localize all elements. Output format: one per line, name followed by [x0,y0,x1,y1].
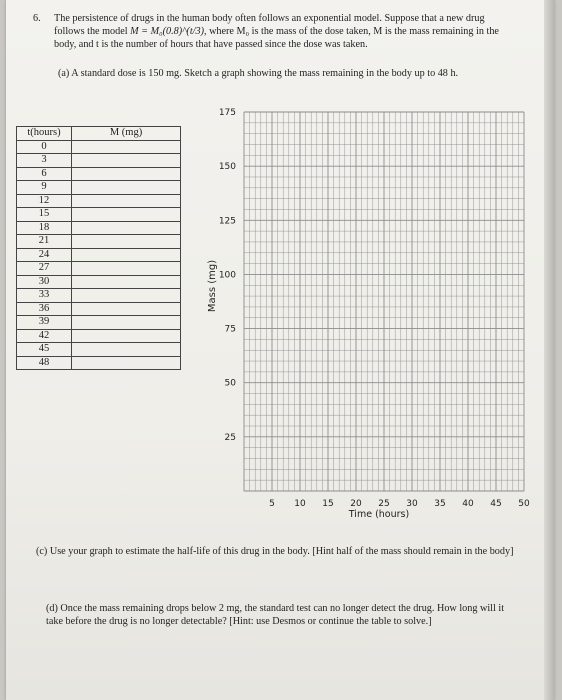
table-row [17,235,181,249]
mass-input-cell[interactable] [72,275,181,289]
t-value-cell: 33 [17,289,72,303]
t-value-cell: 18 [17,221,72,235]
mass-input-cell[interactable] [72,154,181,168]
y-tick-label: 75 [224,324,236,335]
mass-input-cell[interactable] [72,316,181,330]
mass-input-cell[interactable] [72,194,181,208]
table-row [17,248,181,262]
header-m-mg: M (mg) [72,127,181,141]
table-row [17,140,181,154]
x-tick-label: 25 [378,499,390,509]
mass-input-cell[interactable] [72,248,181,262]
t-value-cell: 48 [17,356,72,370]
x-tick-label: 5 [269,499,275,509]
table-row [17,181,181,195]
t-value-cell: 42 [17,329,72,343]
x-tick-label: 45 [490,499,502,509]
y-axis-label: Mass (mg) [207,259,218,313]
mass-input-cell[interactable] [72,289,181,303]
table-row [17,154,181,168]
table-row [17,208,181,222]
t-value-cell: 12 [17,194,72,208]
x-tick-label: 50 [518,499,530,509]
question-text [54,12,524,51]
table-row [17,356,181,370]
x-tick-label: 15 [322,499,334,509]
x-axis-label: Time (hours) [348,509,410,520]
t-value-cell: 6 [17,167,72,181]
graph-ticks [219,108,530,509]
t-value-cell: 9 [17,181,72,195]
page-edge-shadow [544,0,554,700]
mass-time-graph[interactable] [196,98,536,538]
mass-input-cell[interactable] [72,167,181,181]
t-value-cell: 45 [17,343,72,357]
mass-input-cell[interactable] [72,262,181,276]
part-c-prompt: (c) Use your graph to estimate the half-life of this drug in the body. [Hint half of the mass should remain in the body] [36,546,514,557]
model-rest: , where M₀ is the mass of the dose taken, M is the mass remaining in the [203,26,499,37]
t-value-cell: 3 [17,154,72,168]
mass-input-cell[interactable] [72,140,181,154]
t-value-cell: 15 [17,208,72,222]
t-value-cell: 0 [17,140,72,154]
mass-input-cell[interactable] [72,181,181,195]
mass-input-cell[interactable] [72,356,181,370]
y-tick-label: 150 [218,162,236,173]
t-value-cell: 39 [17,316,72,330]
x-tick-label: 35 [434,499,446,509]
x-tick-label: 40 [462,499,474,509]
graph-grid [244,112,524,491]
question-line-1: The persistence of drugs in the human body often follows an exponential model. Suppose that a new drug [54,13,485,24]
part-a-prompt: (a) A standard dose is 150 mg. Sketch a graph showing the mass remaining in the body up to 48 h. [58,68,459,79]
y-tick-label: 100 [218,270,236,281]
t-value-cell: 24 [17,248,72,262]
table-row [17,262,181,276]
x-tick-label: 10 [294,499,306,509]
y-tick-label: 175 [218,108,236,118]
table-row [17,316,181,330]
y-tick-label: 125 [218,216,236,227]
t-value-cell: 21 [17,235,72,249]
worksheet-page [6,0,554,700]
x-tick-label: 20 [350,499,362,509]
table-row [17,289,181,303]
mass-input-cell[interactable] [72,329,181,343]
values-table [16,126,181,370]
mass-input-cell[interactable] [72,302,181,316]
model-formula: M = M₀(0.8)^(t/3) [130,26,204,37]
question-number: 6. [33,13,41,24]
table-header-row [17,127,181,141]
table-body [17,140,181,370]
model-lead: follows the model [54,26,131,37]
table-row [17,302,181,316]
x-tick-label: 30 [406,499,418,509]
header-t-hours: t(hours) [17,127,72,141]
mass-input-cell[interactable] [72,235,181,249]
mass-input-cell[interactable] [72,208,181,222]
t-value-cell: 30 [17,275,72,289]
mass-input-cell[interactable] [72,221,181,235]
y-tick-label: 50 [224,378,236,389]
table-row [17,275,181,289]
table-row [17,194,181,208]
t-value-cell: 36 [17,302,72,316]
table-row [17,167,181,181]
y-tick-label: 25 [224,432,236,443]
question-line-2 [54,25,524,38]
part-d-prompt: (d) Once the mass remaining drops below 2 mg, the standard test can no longer detect the drug. How long will it take before the drug is no longer detectable? [Hint: use Desmos or continue the table to solve.] [46,603,505,627]
question-line-3: body, and t is the number of hours that have passed since the dose was taken. [54,39,368,50]
table-row [17,329,181,343]
mass-input-cell[interactable] [72,343,181,357]
table-row [17,343,181,357]
table-row [17,221,181,235]
t-value-cell: 27 [17,262,72,276]
